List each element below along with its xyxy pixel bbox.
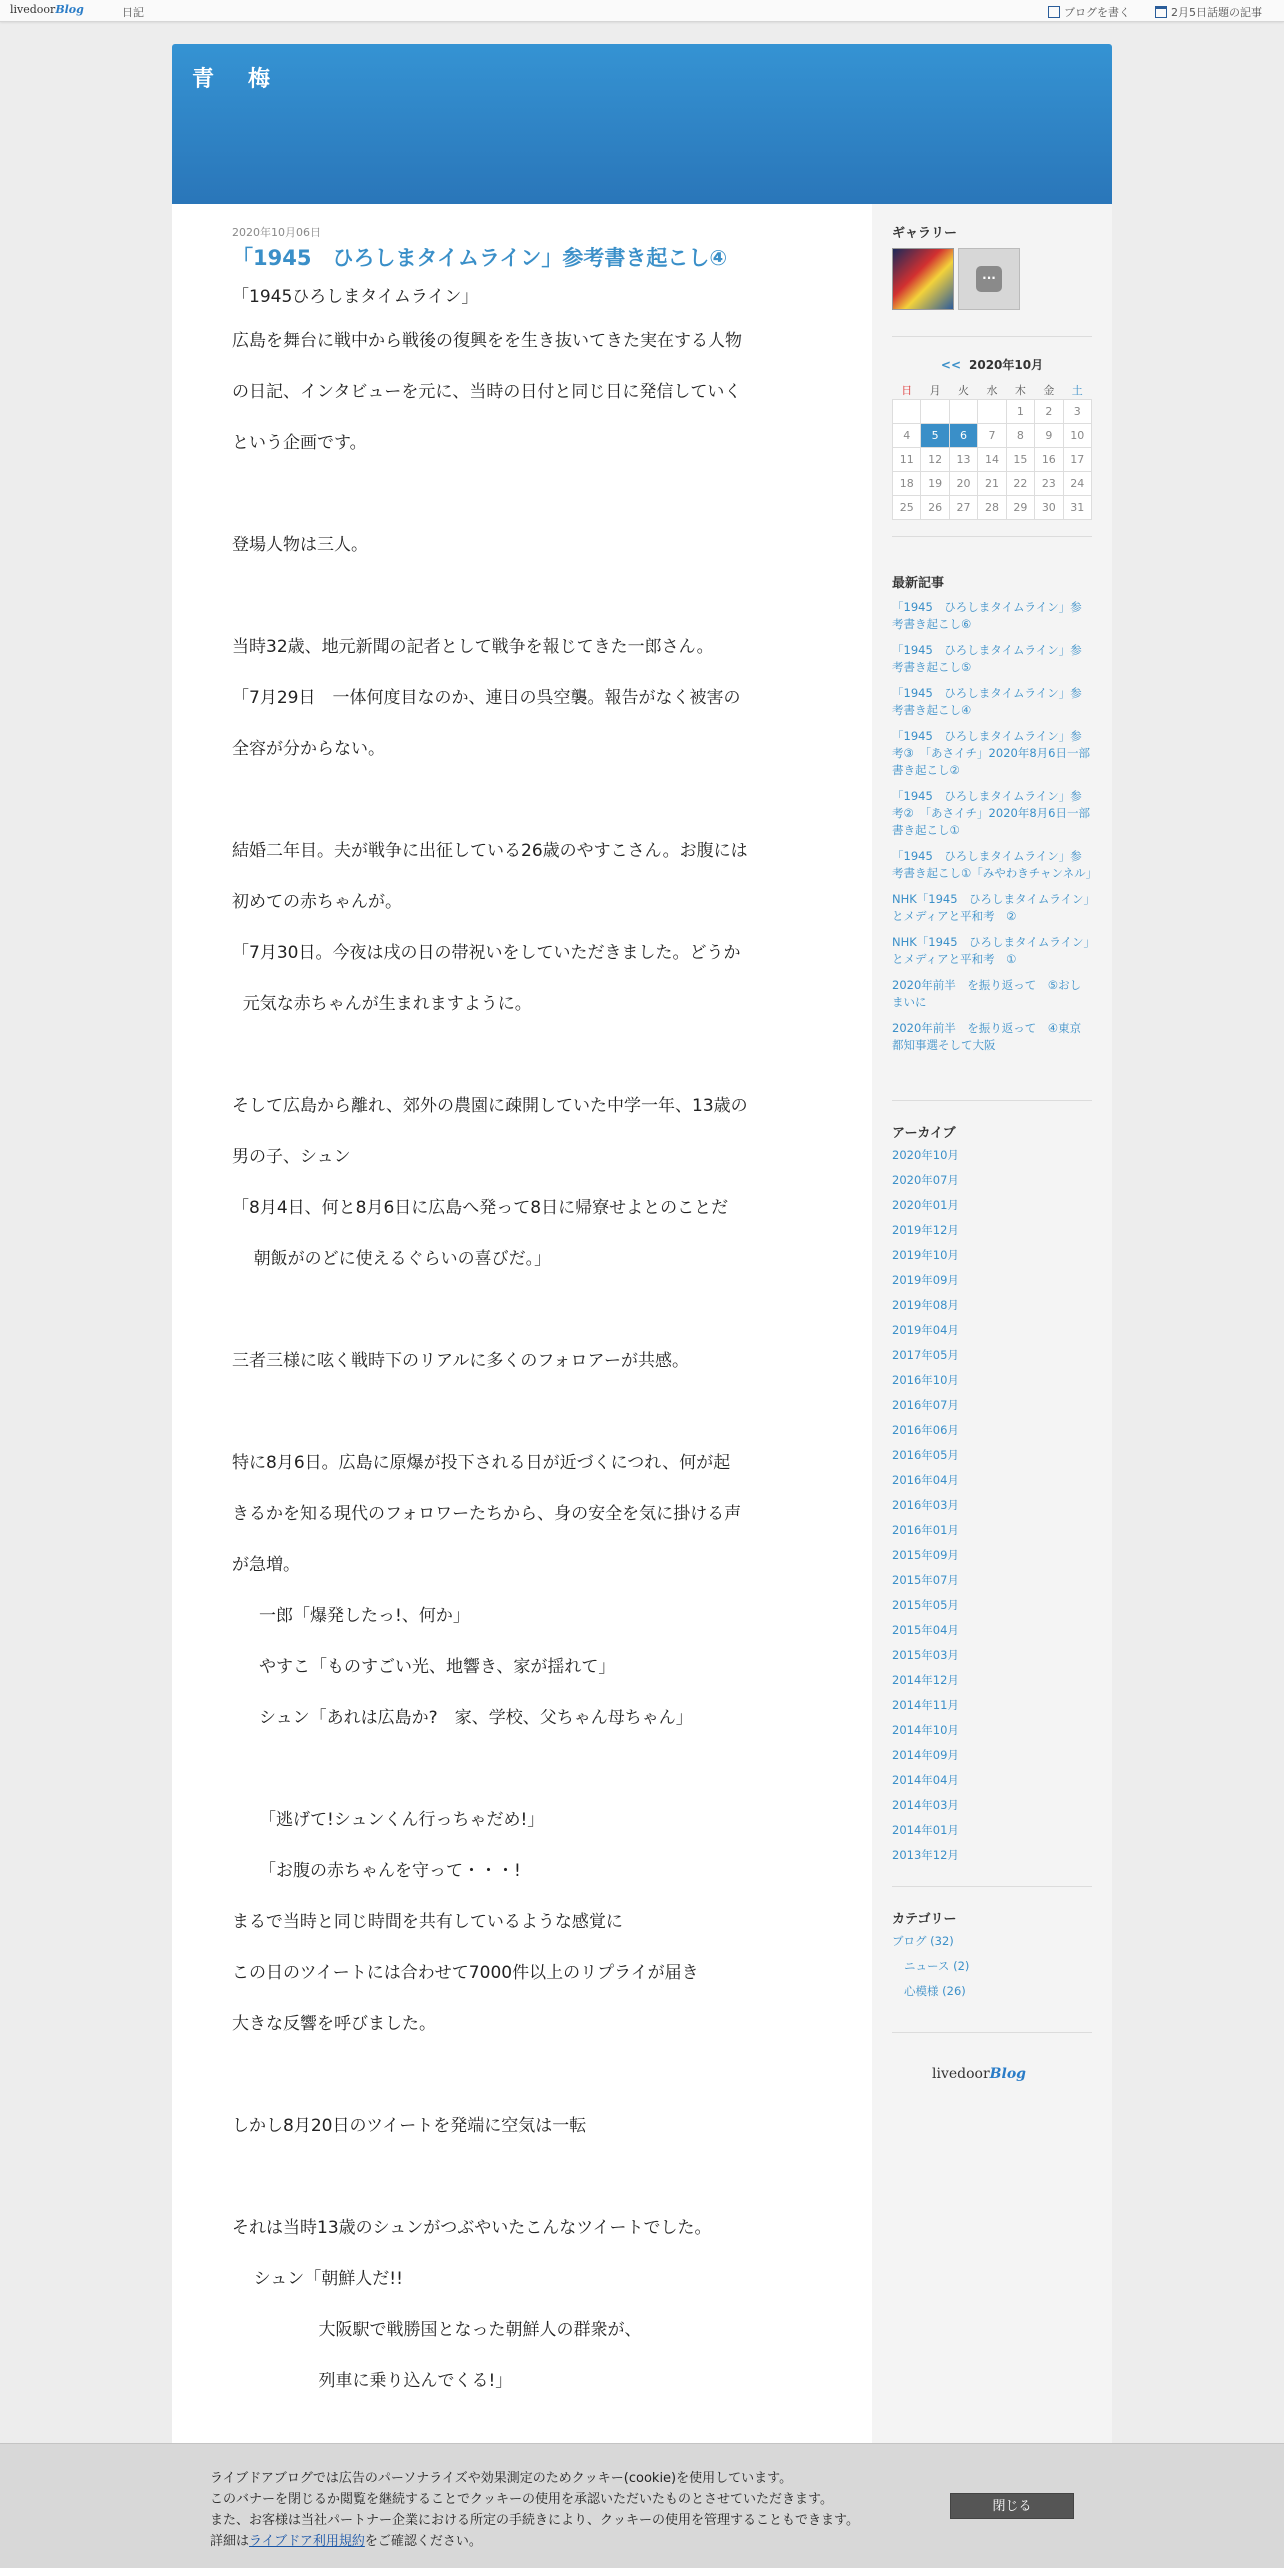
logo-text: livedoor — [10, 3, 56, 16]
cookie-text — [210, 2468, 859, 2552]
main-content — [172, 204, 872, 2568]
pencil-icon — [1048, 6, 1060, 18]
post-paragraph-line — [232, 1387, 812, 1438]
gallery-thumbnail[interactable] — [892, 248, 954, 310]
blog-title[interactable]: 青 梅 — [192, 67, 277, 92]
calendar-day: 21 — [978, 471, 1006, 495]
divider — [892, 536, 1092, 537]
post-paragraph-line: 列車に乗り込んでくる!」 — [232, 2371, 513, 2391]
calendar-weekday: 水 — [986, 383, 998, 397]
post-paragraph-line: 男の子、シュン — [232, 1147, 351, 1167]
archive-section — [892, 1122, 1092, 1868]
archive-link[interactable]: 2016年05月 — [892, 1448, 959, 1462]
calendar-day: 8 — [1006, 423, 1034, 447]
post-paragraph-line: 三者三様に呟く戦時下のリアルに多くのフォロアーが共感。 — [232, 1351, 689, 1371]
recent-posts-section — [892, 572, 1098, 1063]
calendar-day: 26 — [921, 495, 949, 519]
gallery-more-button[interactable] — [958, 248, 1020, 310]
calendar-day: 25 — [893, 495, 921, 519]
topics-label: 2月5日話題の記事 — [1171, 6, 1262, 19]
post-paragraph-line: そして広島から離れ、郊外の農園に疎開していた中学一年、13歳の — [232, 1096, 748, 1116]
calendar-day: 12 — [921, 447, 949, 471]
post-paragraph-line: それは当時13歳のシュンがつぶやいたこんなツイートでした。 — [232, 2218, 712, 2238]
post-paragraph-line: 「7月30日。今夜は戌の日の帯祝いをしていただきました。どうか — [232, 943, 741, 963]
post-paragraph-line: 広島を舞台に戦中から戦後の復興をを生き抜いてきた実在する人物 — [232, 331, 742, 351]
archive-link[interactable]: 2019年10月 — [892, 1248, 959, 1262]
post-paragraph-line — [232, 469, 812, 520]
archive-link[interactable]: 2015年05月 — [892, 1598, 959, 1612]
post-paragraph-line: 朝飯がのどに使えるぐらいの喜びだ。」 — [232, 1249, 552, 1269]
calendar-empty-cell — [893, 399, 921, 423]
calendar-empty-cell — [921, 399, 949, 423]
calendar-day: 29 — [1006, 495, 1034, 519]
post-paragraph-line: 「7月29日 一体何度目なのか、連日の呉空襲。報告がなく被害の — [232, 688, 741, 708]
post-paragraph-line: きるかを知る現代のフォロワーたちから、身の安全を気に掛ける声 — [232, 1504, 742, 1524]
archive-link[interactable]: 2014年04月 — [892, 1773, 959, 1787]
post-paragraph-line: 「お腹の赤ちゃんを守って・・・! — [232, 1861, 521, 1881]
archive-link[interactable]: 2014年03月 — [892, 1798, 959, 1812]
calendar-day: 13 — [949, 447, 977, 471]
post-paragraph-line: まるで当時と同じ時間を共有しているような感覚に — [232, 1912, 623, 1932]
category-title: カテゴリー — [892, 1912, 957, 1927]
cookie-line: また、お客様は当社パートナー企業における所定の手続きにより、クッキーの使用を管理することもできます。 — [210, 2513, 859, 2528]
archive-link[interactable]: 2014年11月 — [892, 1698, 959, 1712]
archive-link[interactable]: 2014年12月 — [892, 1673, 959, 1687]
calendar-day: 10 — [1063, 423, 1091, 447]
post-paragraph-line — [232, 775, 812, 826]
archive-link[interactable]: 2014年09月 — [892, 1748, 959, 1762]
post-paragraph-line — [232, 1744, 812, 1795]
post-paragraph-line: 大阪駅で戦勝国となった朝鮮人の群衆が、 — [232, 2320, 642, 2340]
post-paragraph-line: 「1945ひろしまタイムライン」 — [232, 287, 479, 307]
cookie-terms-prefix: 詳細は — [210, 2534, 250, 2549]
post-paragraph-line: 当時32歳、地元新聞の記者として戦争を報じてきた一郎さん。 — [232, 637, 714, 657]
calendar-day: 31 — [1063, 495, 1091, 519]
recent-post-link[interactable]: NHK「1945 ひろしまタイムライン」とメディアと平和考 ② — [892, 892, 1090, 923]
topics-link[interactable] — [1155, 4, 1262, 20]
more-icon: ··· — [976, 266, 1002, 292]
calendar-day: 19 — [921, 471, 949, 495]
post-paragraph-line — [232, 571, 812, 622]
cookie-line: このバナーを閉じるか閲覧を継続することでクッキーの使用を承認いただいたものとさせていただきます。 — [210, 2492, 833, 2507]
post-paragraph-line: シュン「あれは広島か? 家、学校、父ちゃん母ちゃん」 — [232, 1708, 693, 1728]
divider — [892, 1100, 1092, 1101]
post-paragraph-line: 大きな反響を呼びました。 — [232, 2014, 436, 2034]
logo-blog-text: Blog — [989, 2066, 1026, 2082]
archive-link[interactable]: 2016年04月 — [892, 1473, 959, 1487]
category-link[interactable]: ブログ (32) — [892, 1934, 954, 1948]
post-paragraph-line: という企画です。 — [232, 433, 367, 453]
calendar-day: 9 — [1035, 423, 1063, 447]
archive-link[interactable]: 2019年04月 — [892, 1323, 959, 1337]
sidebar-livedoor-blog-logo[interactable] — [932, 2066, 1026, 2082]
calendar-weekday: 月 — [929, 383, 941, 397]
calendar-day: 18 — [893, 471, 921, 495]
calendar-day: 24 — [1063, 471, 1091, 495]
calendar-day: 4 — [893, 423, 921, 447]
divider — [892, 336, 1092, 337]
divider — [892, 2032, 1092, 2033]
archive-link[interactable]: 2016年03月 — [892, 1498, 959, 1512]
cookie-line: ライブドアブログでは広告のパーソナライズや効果測定のためクッキー(cookie)を使用しています。 — [210, 2471, 793, 2486]
post-paragraph-line — [232, 2050, 812, 2101]
logo-blog-text: Blog — [55, 3, 84, 16]
calendar-day: 23 — [1035, 471, 1063, 495]
calendar-empty-cell — [949, 399, 977, 423]
recent-posts-title: 最新記事 — [892, 576, 945, 591]
calendar-day: 7 — [978, 423, 1006, 447]
calendar-weekday: 火 — [958, 383, 970, 397]
recent-post-link[interactable]: 「1945 ひろしまタイムライン」参考③ 「あさイチ」2020年8月6日一部書き起こし② — [892, 729, 1090, 777]
post-paragraph-line: 全容が分からない。 — [232, 739, 385, 759]
terms-link[interactable]: ライブドア利用規約 — [249, 2534, 365, 2549]
recent-post-link[interactable]: 「1945 ひろしまタイムライン」参考書き起こし④ — [892, 686, 1082, 717]
calendar-day: 27 — [949, 495, 977, 519]
calendar-weekday: 金 — [1043, 383, 1055, 397]
post-paragraph-line: この日のツイートには合わせて7000件以上のリプライが届き — [232, 1963, 699, 1983]
recent-post-link[interactable]: 「1945 ひろしまタイムライン」参考書き起こし⑤ — [892, 643, 1082, 674]
calendar-day: 3 — [1063, 399, 1091, 423]
calendar-empty-cell — [978, 399, 1006, 423]
post-paragraph-line: 「逃げて!シュンくん行っちゃだめ!」 — [232, 1810, 545, 1830]
calendar-weekday: 土 — [1071, 383, 1083, 397]
post-paragraph-line — [232, 1030, 812, 1081]
calendar-table — [892, 381, 1092, 520]
blog-header — [172, 44, 1112, 204]
calendar-day: 22 — [1006, 471, 1034, 495]
sidebar — [872, 204, 1112, 2568]
recent-post-link[interactable]: 「1945 ひろしまタイムライン」参考書き起こし⑥ — [892, 600, 1082, 631]
recent-post-link[interactable]: 2020年前半 を振り返って ⑤おしまいに — [892, 978, 1082, 1009]
recent-post-link[interactable]: 2020年前半 を振り返って ④東京都知事選そして大阪 — [892, 1021, 1082, 1052]
divider — [892, 1886, 1092, 1887]
archive-link[interactable]: 2020年10月 — [892, 1148, 959, 1162]
post-paragraph-line: しかし8月20日のツイートを発端に空気は一転 — [232, 2116, 587, 2136]
category-link[interactable]: ニュース (2) — [904, 1959, 970, 1973]
post-paragraph-line: が急増。 — [232, 1555, 300, 1575]
gallery-section — [892, 222, 1092, 322]
post-paragraph-line: 「8月4日、何と8月6日に広島へ発って8日に帰寮せよとのことだ — [232, 1198, 729, 1218]
cookie-close-button[interactable]: 閉じる — [950, 2493, 1074, 2519]
post-paragraph-line: 初めての赤ちゃんが。 — [232, 892, 402, 912]
post-paragraph-line: 特に8月6日。広島に原爆が投下される日が近づくにつれ、何が起 — [232, 1453, 731, 1473]
archive-link[interactable]: 2014年01月 — [892, 1823, 959, 1837]
post-date: 2020年10月06日 — [232, 226, 321, 239]
calendar-day: 30 — [1035, 495, 1063, 519]
calendar-weekday: 日 — [901, 383, 913, 397]
category-link[interactable]: 心模様 (26) — [904, 1984, 966, 1998]
archive-link[interactable]: 2019年12月 — [892, 1223, 959, 1237]
archive-link[interactable]: 2015年03月 — [892, 1648, 959, 1662]
post-paragraph-line: 元気な赤ちゃんが生まれますように。 — [232, 994, 532, 1014]
gallery-title: ギャラリー — [892, 226, 958, 241]
calendar-prev-link[interactable]: << — [940, 358, 961, 372]
archive-link[interactable]: 2016年06月 — [892, 1423, 959, 1437]
recent-post-link[interactable]: 「1945 ひろしまタイムライン」参考② 「あさイチ」2020年8月6日一部書き起こし① — [892, 789, 1090, 837]
calendar-day-link[interactable]: 5 — [921, 423, 949, 447]
calendar-day-link[interactable]: 6 — [949, 423, 977, 447]
nav-diary-link[interactable]: 日記 — [122, 6, 144, 19]
calendar-day: 1 — [1006, 399, 1034, 423]
category-section — [892, 1908, 1092, 2004]
archive-link[interactable]: 2016年01月 — [892, 1523, 959, 1537]
calendar-day: 28 — [978, 495, 1006, 519]
cookie-terms-suffix: をご確認ください。 — [364, 2534, 482, 2549]
post-paragraph-line: やすこ「ものすごい光、地響き、家が揺れて」 — [232, 1657, 616, 1677]
archive-link[interactable]: 2015年09月 — [892, 1548, 959, 1562]
write-blog-link[interactable] — [1048, 4, 1130, 20]
post-paragraph-line: 登場人物は三人。 — [232, 535, 368, 555]
livedoor-blog-logo[interactable] — [10, 3, 84, 16]
archive-link[interactable]: 2015年04月 — [892, 1623, 959, 1637]
recent-post-link[interactable]: 「1945 ひろしまタイムライン」参考書き起こし①「みやわきチャンネル」 — [892, 849, 1098, 880]
archive-link[interactable]: 2020年01月 — [892, 1198, 959, 1212]
archive-link[interactable]: 2016年07月 — [892, 1398, 959, 1412]
archive-title: アーカイブ — [892, 1126, 956, 1141]
top-bar — [0, 0, 1284, 22]
write-blog-label: ブログを書く — [1064, 6, 1130, 19]
calendar-day: 2 — [1035, 399, 1063, 423]
calendar-weekday: 木 — [1014, 383, 1026, 397]
archive-link[interactable]: 2013年12月 — [892, 1848, 959, 1862]
archive-link[interactable]: 2020年07月 — [892, 1173, 959, 1187]
calendar-day: 16 — [1035, 447, 1063, 471]
calendar — [892, 356, 1092, 520]
calendar-icon — [1155, 6, 1167, 18]
archive-link[interactable]: 2015年07月 — [892, 1573, 959, 1587]
archive-link[interactable]: 2017年05月 — [892, 1348, 959, 1362]
calendar-day: 15 — [1006, 447, 1034, 471]
post-paragraph-line: 一郎「爆発したっ!、何か」 — [232, 1606, 470, 1626]
calendar-day: 11 — [893, 447, 921, 471]
cookie-banner — [0, 2443, 1284, 2568]
post-paragraph-line: の日記、インタビューを元に、当時の日付と同じ日に発信していく — [232, 382, 742, 402]
archive-link[interactable]: 2016年10月 — [892, 1373, 959, 1387]
calendar-month: 2020年10月 — [969, 358, 1044, 372]
post-paragraph-line — [232, 1285, 812, 1336]
post-paragraph-line: シュン「朝鮮人だ!! — [232, 2269, 403, 2289]
post-paragraph-line: 結婚二年目。夫が戦争に出征している26歳のやすこさん。お腹には — [232, 841, 748, 861]
logo-text: livedoor — [932, 2066, 990, 2082]
recent-post-link[interactable]: NHK「1945 ひろしまタイムライン」とメディアと平和考 ① — [892, 935, 1090, 966]
cookie-line — [210, 2531, 859, 2552]
archive-link[interactable]: 2019年08月 — [892, 1298, 959, 1312]
post-paragraph-line — [232, 2152, 812, 2203]
archive-link[interactable]: 2014年10月 — [892, 1723, 959, 1737]
calendar-day: 20 — [949, 471, 977, 495]
archive-link[interactable]: 2019年09月 — [892, 1273, 959, 1287]
article — [232, 224, 812, 2407]
post-body — [232, 282, 812, 2407]
calendar-day: 14 — [978, 447, 1006, 471]
calendar-day: 17 — [1063, 447, 1091, 471]
post-title[interactable]: 「1945 ひろしまタイムライン」参考書き起こし④ — [232, 246, 728, 270]
